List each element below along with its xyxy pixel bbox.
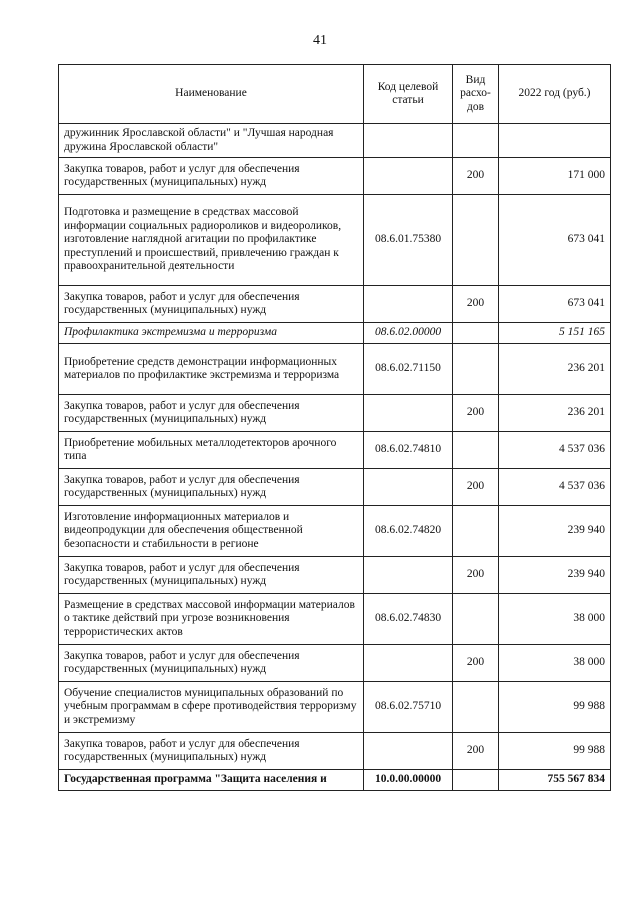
row-name-cell: Государственная программа "Защита населения и [59,770,364,791]
row-sum-cell: 673 041 [499,286,611,323]
header-year: 2022 год (руб.) [499,65,611,124]
row-code-cell: 10.0.00.00000 [364,770,453,791]
row-name-cell: Обучение специалистов муниципальных образований по учебным программам в сфере противодействия терроризму и экстремизму [59,682,364,733]
table-row [59,469,611,506]
row-sum-cell: 239 940 [499,557,611,594]
row-kind-cell [453,594,499,645]
row-code-cell: 08.6.02.00000 [364,323,453,344]
row-code-cell: 08.6.02.75710 [364,682,453,733]
row-code-cell [364,557,453,594]
row-code-cell [364,645,453,682]
table-row [59,158,611,195]
table-row [59,395,611,432]
row-code-cell: 08.6.02.71150 [364,344,453,395]
table-row [59,195,611,286]
row-name-cell: Приобретение мобильных металлодетекторов арочного типа [59,432,364,469]
row-sum-cell: 38 000 [499,594,611,645]
row-code-cell: 08.6.02.74830 [364,594,453,645]
row-name-cell: дружинник Ярославской области" и "Лучшая народная дружина Ярославской области" [59,124,364,158]
table-row [59,432,611,469]
budget-table [58,64,611,791]
row-sum-cell: 239 940 [499,506,611,557]
row-sum-cell: 4 537 036 [499,432,611,469]
row-sum-cell: 236 201 [499,395,611,432]
table-row [59,506,611,557]
row-kind-cell [453,124,499,158]
row-name-cell: Закупка товаров, работ и услуг для обеспечения государственных (муниципальных) нужд [59,557,364,594]
table-row [59,594,611,645]
row-kind-cell [453,195,499,286]
row-name-cell: Закупка товаров, работ и услуг для обеспечения государственных (муниципальных) нужд [59,286,364,323]
row-code-cell [364,469,453,506]
row-kind-cell: 200 [453,286,499,323]
row-kind-cell [453,344,499,395]
row-sum-cell: 673 041 [499,195,611,286]
row-kind-cell: 200 [453,645,499,682]
row-kind-cell [453,432,499,469]
row-code-cell [364,733,453,770]
row-name-cell: Изготовление информационных материалов и видеопродукции для обеспечения общественной безопасности и стабильности в регионе [59,506,364,557]
table-row [59,323,611,344]
row-code-cell: 08.6.01.75380 [364,195,453,286]
table-header-row [59,65,611,124]
row-kind-cell: 200 [453,733,499,770]
row-code-cell [364,124,453,158]
row-sum-cell: 236 201 [499,344,611,395]
row-name-cell: Закупка товаров, работ и услуг для обеспечения государственных (муниципальных) нужд [59,395,364,432]
row-name-cell: Подготовка и размещение в средствах массовой информации социальных радиороликов и видеороликов, изготовление наглядной агитации по профилактике преступлений и происшествий, привлечению граждан к правоохранительной деятельности [59,195,364,286]
table-row [59,645,611,682]
row-kind-cell [453,770,499,791]
row-kind-cell: 200 [453,395,499,432]
table-row [59,286,611,323]
row-name-cell: Приобретение средств демонстрации информационных материалов по профилактике экстремизма и терроризма [59,344,364,395]
header-code: Код целевой статьи [364,65,453,124]
row-code-cell: 08.6.02.74810 [364,432,453,469]
row-sum-cell: 755 567 834 [499,770,611,791]
row-sum-cell: 4 537 036 [499,469,611,506]
row-code-cell [364,395,453,432]
row-name-cell: Закупка товаров, работ и услуг для обеспечения государственных (муниципальных) нужд [59,158,364,195]
row-sum-cell: 171 000 [499,158,611,195]
table-row [59,124,611,158]
row-sum-cell: 99 988 [499,733,611,770]
row-kind-cell: 200 [453,158,499,195]
row-name-cell: Размещение в средствах массовой информации материалов о тактике действий при угрозе возникновения террористических актов [59,594,364,645]
row-kind-cell [453,682,499,733]
row-kind-cell [453,323,499,344]
page-number: 41 [313,33,327,48]
row-kind-cell: 200 [453,557,499,594]
row-kind-cell [453,506,499,557]
row-sum-cell: 5 151 165 [499,323,611,344]
header-kind: Вид расхо-дов [453,65,499,124]
row-sum-cell: 99 988 [499,682,611,733]
header-name: Наименование [59,65,364,124]
row-kind-cell: 200 [453,469,499,506]
table-row [59,733,611,770]
table-row [59,770,611,791]
row-code-cell: 08.6.02.74820 [364,506,453,557]
row-code-cell [364,286,453,323]
row-code-cell [364,158,453,195]
table-row [59,682,611,733]
table-row [59,344,611,395]
row-sum-cell [499,124,611,158]
row-sum-cell: 38 000 [499,645,611,682]
table-row [59,557,611,594]
row-name-cell: Закупка товаров, работ и услуг для обеспечения государственных (муниципальных) нужд [59,733,364,770]
row-name-cell: Закупка товаров, работ и услуг для обеспечения государственных (муниципальных) нужд [59,469,364,506]
row-name-cell: Закупка товаров, работ и услуг для обеспечения государственных (муниципальных) нужд [59,645,364,682]
row-name-cell: Профилактика экстремизма и терроризма [59,323,364,344]
